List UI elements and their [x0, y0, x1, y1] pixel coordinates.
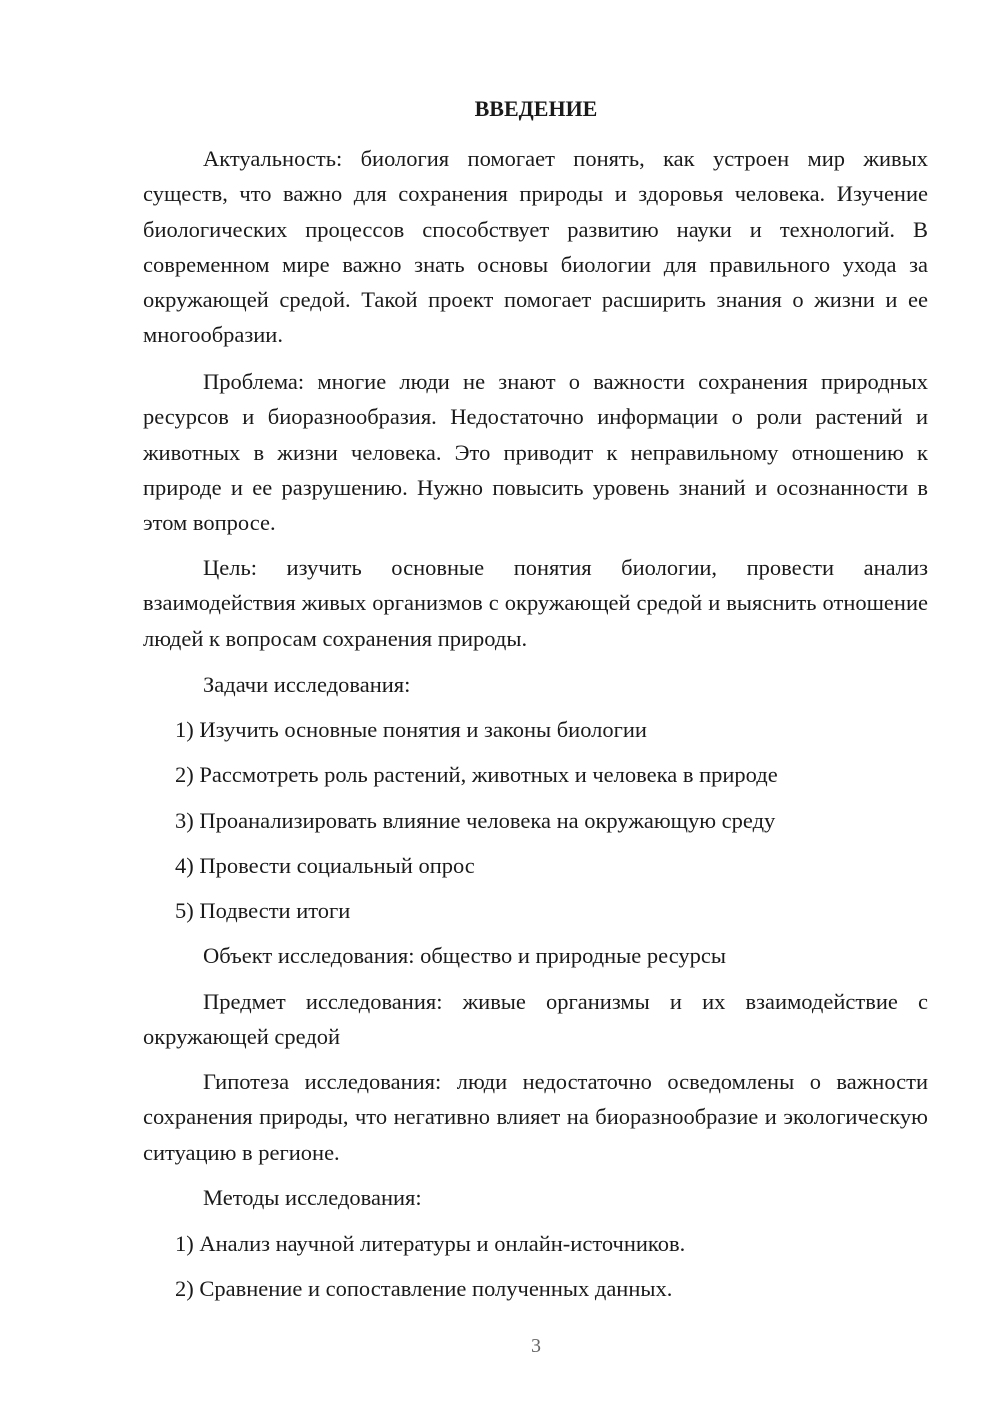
task-item: 2) Рассмотреть роль растений, животных и человека в природе [175, 762, 778, 787]
task-item: 1) Изучить основные понятия и законы биологии [175, 717, 647, 742]
goal-paragraph: Цель: изучить основные понятия биологии, провести анализ взаимодействия живых организмов с окружающей средой и выяснить отношение людей к вопросам сохранения природы. [143, 555, 928, 651]
page-title: ВВЕДЕНИЕ [474, 96, 598, 121]
task-item: 4) Провести социальный опрос [175, 853, 475, 878]
task-item: 3) Проанализировать влияние человека на окружающую среду [175, 808, 776, 833]
problem-paragraph: Проблема: многие люди не знают о важности сохранения природных ресурсов и биоразнообразия. Недостаточно информации о роли растений и животных в жизни человека. Это приводит к неправильному отношению к природе и ее разрушению. Нужно повысить уровень знаний и осознанности в этом вопросе. [143, 369, 928, 536]
task-item: 5) Подвести итоги [175, 898, 351, 923]
method-item: 1) Анализ научной литературы и онлайн-источников. [175, 1231, 686, 1256]
tasks-heading: Задачи исследования: [203, 672, 411, 697]
hypothesis-paragraph: Гипотеза исследования: люди недостаточно осведомлены о важности сохранения природы, что негативно влияет на биоразнообразие и экологическую ситуацию в регионе. [143, 1069, 928, 1165]
relevance-paragraph: Актуальность: биология помогает понять, как устроен мир живых существ, что важно для сохранения природы и здоровья человека. Изучение биологических процессов способствует развитию науки и технологий. В современном мире важно знать основы биологии для правильного ухода за окружающей средой. Такой проект помогает расширить знания о жизни и ее многообразии. [143, 146, 928, 348]
methods-heading: Методы исследования: [203, 1185, 422, 1210]
method-item: 2) Сравнение и сопоставление полученных данных. [175, 1276, 673, 1301]
object-paragraph: Объект исследования: общество и природные ресурсы [203, 943, 726, 968]
page-number: 3 [531, 1335, 541, 1357]
subject-paragraph: Предмет исследования: живые организмы и их взаимодействие с окружающей средой [143, 989, 928, 1050]
